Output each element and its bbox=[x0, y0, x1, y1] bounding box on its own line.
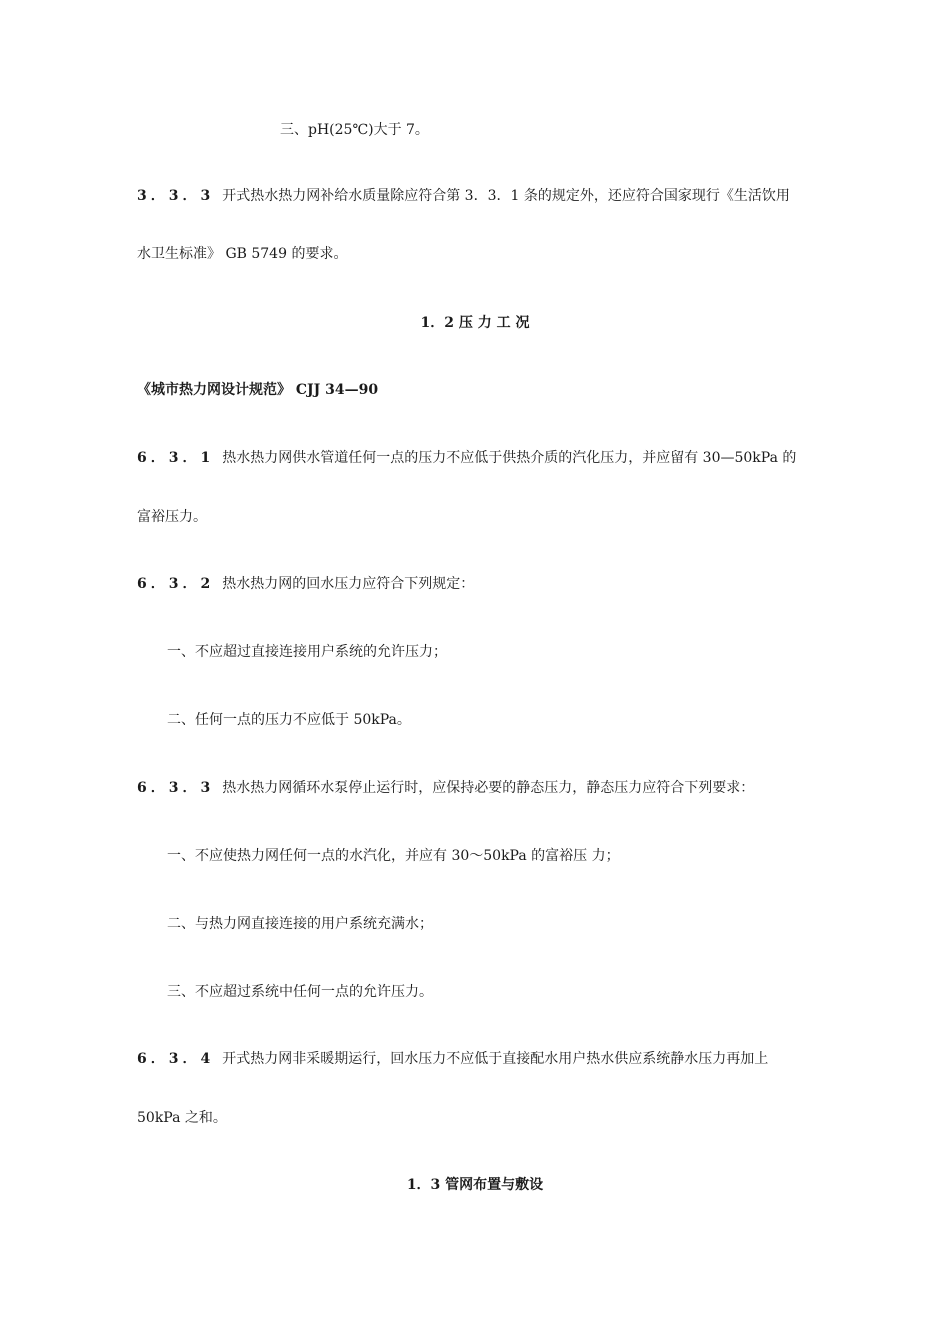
clause-3-3-3-line-1 bbox=[137, 186, 790, 206]
clause-6-3-1-line-1 bbox=[137, 448, 796, 468]
reference-title: 《城市热力网设计规范》 CJJ 34—90 bbox=[137, 382, 379, 398]
clause-6-3-4-line-2: 50kPa 之和。 bbox=[137, 1110, 227, 1126]
clause-text: 热水热力网供水管道任何一点的压力不应低于供热介质的汽化压力，并应留有 30—50kPa 的 bbox=[222, 450, 797, 466]
section-heading: 1．3 管网布置与敷设 bbox=[406, 1177, 544, 1193]
clause-number: 6．3．4 bbox=[137, 1051, 215, 1067]
clause-number: 6．3．1 bbox=[137, 450, 215, 466]
clause-text: 开式热水热力网补给水质量除应符合第 3．3．1 条的规定外，还应符合国家现行《生活饮用 bbox=[222, 188, 790, 204]
clause-number: 3．3．3 bbox=[137, 188, 215, 204]
list-item: 三、不应超过系统中任何一点的允许压力。 bbox=[167, 984, 433, 1000]
list-item: 三、pH(25℃)大于 7。 bbox=[280, 122, 429, 138]
clause-number: 6．3．3 bbox=[137, 780, 215, 796]
clause-6-3-1-line-2: 富裕压力。 bbox=[137, 509, 207, 525]
list-item: 二、任何一点的压力不应低于 50kPa。 bbox=[167, 712, 411, 728]
clause-number: 6．3．2 bbox=[137, 576, 215, 592]
list-item: 二、与热力网直接连接的用户系统充满水； bbox=[167, 916, 433, 932]
list-item: 一、不应使热力网任何一点的水汽化，并应有 30～50kPa 的富裕压 力； bbox=[167, 848, 620, 864]
section-heading: 1．2 压 力 工 况 bbox=[420, 315, 530, 331]
clause-text: 开式热力网非采暖期运行，回水压力不应低于直接配水用户热水供应系统静水压力再加上 bbox=[222, 1051, 769, 1067]
clause-3-3-3-line-2: 水卫生标准》 GB 5749 的要求。 bbox=[137, 246, 348, 262]
clause-text: 热水热力网的回水压力应符合下列规定： bbox=[222, 576, 475, 592]
clause-6-3-3 bbox=[137, 778, 754, 798]
clause-text: 热水热力网循环水泵停止运行时，应保持必要的静态压力，静态压力应符合下列要求： bbox=[222, 780, 755, 796]
clause-6-3-4-line-1 bbox=[137, 1049, 768, 1069]
clause-6-3-2 bbox=[137, 574, 474, 594]
list-item: 一、不应超过直接连接用户系统的允许压力； bbox=[167, 644, 447, 660]
